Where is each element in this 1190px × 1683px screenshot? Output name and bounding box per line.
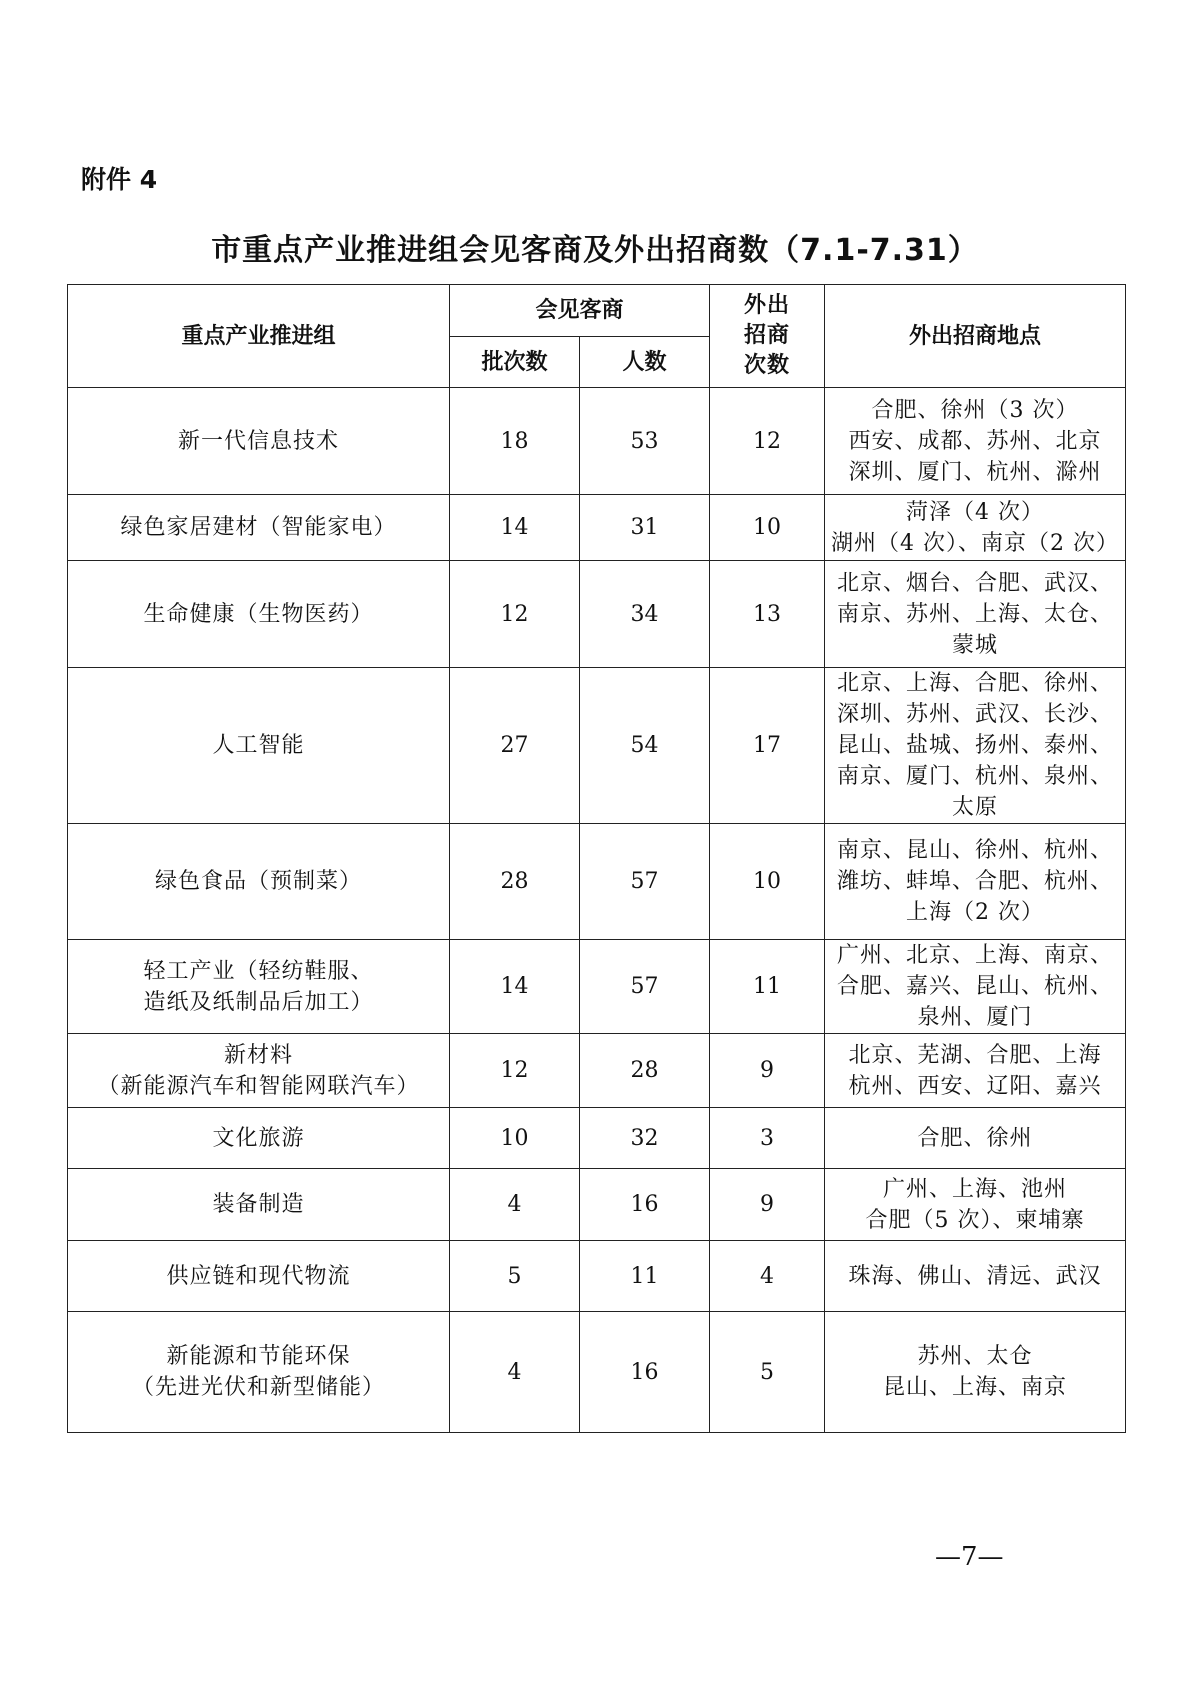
cell-group: 轻工产业（轻纺鞋服、 造纸及纸制品后加工） — [68, 940, 450, 1034]
attachment-label: 附件 4 — [81, 165, 158, 194]
table-row — [68, 940, 1126, 1034]
cell-group: 绿色家居建材（智能家电） — [68, 495, 450, 561]
cell-group: 绿色食品（预制菜） — [68, 824, 450, 940]
cell-group: 新一代信息技术 — [68, 388, 450, 495]
cell-batches: 14 — [450, 940, 580, 1034]
cell-batches: 10 — [450, 1108, 580, 1169]
table-row — [68, 1312, 1126, 1433]
cell-trips: 4 — [710, 1241, 825, 1312]
cell-people: 11 — [580, 1241, 710, 1312]
cell-people: 28 — [580, 1034, 710, 1108]
cell-batches: 4 — [450, 1312, 580, 1433]
table-row — [68, 1034, 1126, 1108]
cell-trips: 13 — [710, 561, 825, 668]
cell-trips: 10 — [710, 824, 825, 940]
header-locations: 外出招商地点 — [825, 285, 1126, 388]
table-row — [68, 1241, 1126, 1312]
cell-batches: 27 — [450, 668, 580, 824]
cell-trips: 9 — [710, 1169, 825, 1241]
cell-batches: 5 — [450, 1241, 580, 1312]
table-row — [68, 388, 1126, 495]
header-people: 人数 — [580, 337, 710, 388]
cell-group: 生命健康（生物医药） — [68, 561, 450, 668]
cell-locations: 珠海、佛山、清远、武汉 — [825, 1241, 1126, 1312]
cell-group: 新能源和节能环保 （先进光伏和新型储能） — [68, 1312, 450, 1433]
cell-group: 文化旅游 — [68, 1108, 450, 1169]
cell-batches: 28 — [450, 824, 580, 940]
statistics-table — [67, 284, 1126, 1433]
cell-locations: 合肥、徐州（3 次） 西安、成都、苏州、北京 深圳、厦门、杭州、滁州 — [825, 388, 1126, 495]
cell-group: 人工智能 — [68, 668, 450, 824]
cell-people: 32 — [580, 1108, 710, 1169]
cell-people: 57 — [580, 940, 710, 1034]
cell-group: 装备制造 — [68, 1169, 450, 1241]
document-title: 市重点产业推进组会见客商及外出招商数（7.1-7.31） — [211, 233, 979, 268]
cell-people: 16 — [580, 1169, 710, 1241]
table-row — [68, 1108, 1126, 1169]
cell-people: 31 — [580, 495, 710, 561]
header-trips: 外出 招商 次数 — [710, 285, 825, 388]
table-row — [68, 824, 1126, 940]
cell-batches: 14 — [450, 495, 580, 561]
cell-people: 57 — [580, 824, 710, 940]
cell-trips: 11 — [710, 940, 825, 1034]
cell-trips: 12 — [710, 388, 825, 495]
cell-group: 新材料 （新能源汽车和智能网联汽车） — [68, 1034, 450, 1108]
cell-people: 16 — [580, 1312, 710, 1433]
cell-locations: 南京、昆山、徐州、杭州、 潍坊、蚌埠、合肥、杭州、 上海（2 次） — [825, 824, 1126, 940]
cell-trips: 5 — [710, 1312, 825, 1433]
cell-batches: 18 — [450, 388, 580, 495]
table-row — [68, 668, 1126, 824]
cell-locations: 北京、上海、合肥、徐州、 深圳、苏州、武汉、长沙、 昆山、盐城、扬州、泰州、 南京、厦门、杭州、泉州、 太原 — [825, 668, 1126, 824]
table-row — [68, 561, 1126, 668]
cell-locations: 苏州、太仓 昆山、上海、南京 — [825, 1312, 1126, 1433]
cell-locations: 菏泽（4 次） 湖州（4 次）、南京（2 次） — [825, 495, 1126, 561]
cell-locations: 广州、上海、池州 合肥（5 次）、柬埔寨 — [825, 1169, 1126, 1241]
cell-group: 供应链和现代物流 — [68, 1241, 450, 1312]
cell-people: 54 — [580, 668, 710, 824]
cell-trips: 3 — [710, 1108, 825, 1169]
page-number: —7— — [935, 1542, 1004, 1572]
cell-trips: 10 — [710, 495, 825, 561]
cell-locations: 广州、北京、上海、南京、 合肥、嘉兴、昆山、杭州、 泉州、厦门 — [825, 940, 1126, 1034]
header-batches: 批次数 — [450, 337, 580, 388]
cell-trips: 9 — [710, 1034, 825, 1108]
table-row — [68, 1169, 1126, 1241]
header-meet-merchants: 会见客商 — [450, 285, 710, 337]
cell-batches: 4 — [450, 1169, 580, 1241]
cell-batches: 12 — [450, 1034, 580, 1108]
cell-locations: 北京、烟台、合肥、武汉、 南京、苏州、上海、太仓、 蒙城 — [825, 561, 1126, 668]
cell-people: 34 — [580, 561, 710, 668]
table-row — [68, 495, 1126, 561]
header-group: 重点产业推进组 — [68, 285, 450, 388]
cell-trips: 17 — [710, 668, 825, 824]
cell-batches: 12 — [450, 561, 580, 668]
cell-people: 53 — [580, 388, 710, 495]
cell-locations: 合肥、徐州 — [825, 1108, 1126, 1169]
cell-locations: 北京、芜湖、合肥、上海 杭州、西安、辽阳、嘉兴 — [825, 1034, 1126, 1108]
